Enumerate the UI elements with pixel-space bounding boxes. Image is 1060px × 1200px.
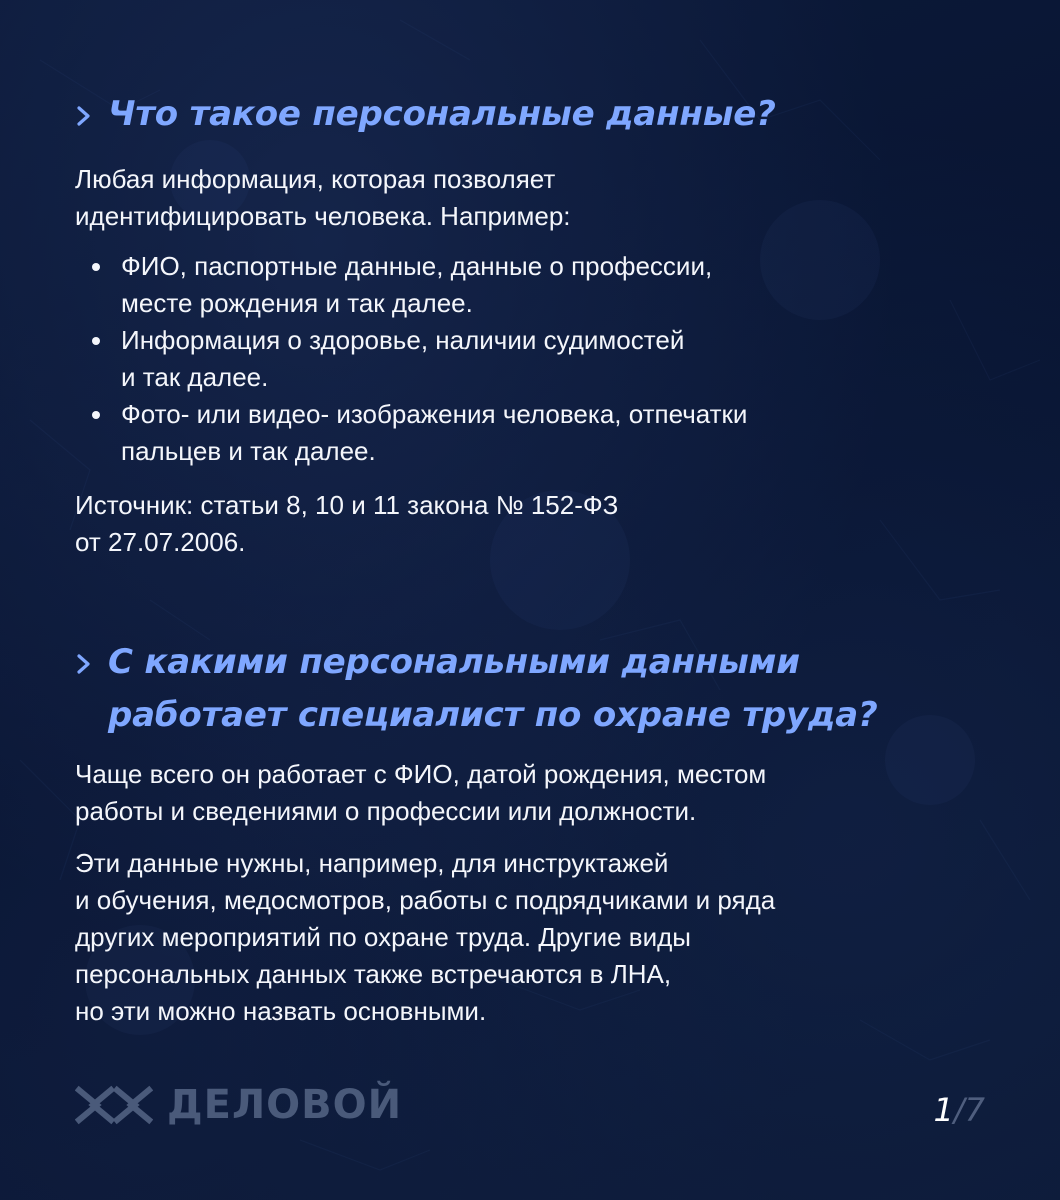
list-item-line: Фото- или видео- изображения человека, отпечатки <box>121 399 748 429</box>
page-total: 7 <box>964 1091 985 1129</box>
source-line: Источник: статьи 8, 10 и 11 закона № 152-ФЗ <box>75 490 619 520</box>
page-current: 1 <box>933 1091 954 1129</box>
page-indicator <box>934 1090 986 1130</box>
examples-list <box>75 248 975 470</box>
section2-paragraph-2 <box>75 845 975 1030</box>
bullet-icon <box>92 263 100 271</box>
section2-heading-line: работает специалист по охране труда? <box>108 695 878 735</box>
paragraph-line: Чаще всего он работает с ФИО, датой рождения, местом <box>75 759 767 789</box>
list-item-line: Информация о здоровье, наличии судимостей <box>121 325 685 355</box>
list-item <box>75 248 975 322</box>
source-line: от 27.07.2006. <box>75 527 246 557</box>
logo-wordmark: ДЕЛОВОЙ <box>167 1082 403 1128</box>
chevron-right-icon <box>73 653 95 675</box>
section2-heading-line: С какими персональными данными <box>108 642 800 682</box>
list-item-line: ФИО, паспортные данные, данные о профессии, <box>121 251 713 281</box>
paragraph-line: работы и сведениями о профессии или должности. <box>75 796 697 826</box>
list-item-line: месте рождения и так далее. <box>121 288 473 318</box>
page-separator: / <box>953 1091 965 1129</box>
section2-paragraph-1 <box>75 756 975 830</box>
paragraph-line: персональных данных также встречаются в ЛНА, <box>75 959 672 989</box>
main-content <box>75 88 975 1030</box>
list-item-line: пальцев и так далее. <box>121 436 376 466</box>
section1-intro <box>75 161 975 235</box>
intro-line: идентифицировать человека. Например: <box>75 201 571 231</box>
source-citation <box>75 487 975 561</box>
list-item <box>75 396 975 470</box>
intro-line: Любая информация, которая позволяет <box>75 164 556 194</box>
list-item <box>75 322 975 396</box>
bullet-icon <box>92 337 100 345</box>
section2-heading <box>75 636 975 742</box>
brand-logo <box>75 1082 402 1128</box>
section1-heading <box>75 88 975 141</box>
paragraph-line: и обучения, медосмотров, работы с подрядчиками и ряда <box>75 885 776 915</box>
paragraph-line: Эти данные нужны, например, для инструктажей <box>75 848 669 878</box>
double-x-logo-icon <box>75 1084 153 1126</box>
section1-heading-line: Что такое персональные данные? <box>108 94 776 134</box>
chevron-right-icon <box>73 105 95 127</box>
paragraph-line: других мероприятий по охране труда. Другие виды <box>75 922 691 952</box>
list-item-line: и так далее. <box>121 362 269 392</box>
bullet-icon <box>92 411 100 419</box>
paragraph-line: но эти можно назвать основными. <box>75 996 487 1026</box>
